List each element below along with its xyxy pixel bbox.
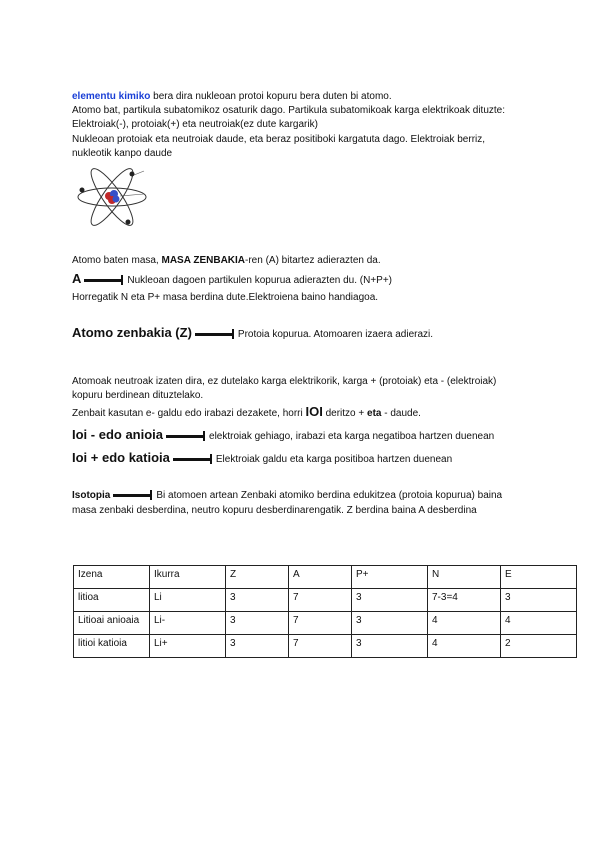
- isotopy-label: Isotopia: [72, 490, 111, 501]
- mass-symbol: A: [72, 271, 82, 286]
- arrow-icon: [166, 431, 206, 441]
- intro-line-1: elementu kimiko bera dira nukleoan protoi kopuru bera duten bi atomo.: [72, 91, 392, 102]
- table-cell: 3: [352, 612, 428, 635]
- atomic-number-definition: Atomo zenbakia (Z) Protoia kopurua. Atomoaren izaera adierazi.: [72, 325, 434, 340]
- ions-line-3: Zenbait kasutan e- galdu edo irabazi dezakete, horri IOI deritzo + eta - daude.: [72, 404, 421, 419]
- table-cell: 7: [289, 635, 352, 658]
- table-cell: 3: [226, 635, 289, 658]
- table-cell: 4: [428, 635, 501, 658]
- table-header-row: [74, 566, 577, 589]
- table-cell: litioi katioia: [74, 635, 150, 658]
- atom-illustration: [74, 166, 156, 228]
- table-cell: 3: [501, 589, 577, 612]
- table-cell: 4: [501, 612, 577, 635]
- table-cell: 7: [289, 589, 352, 612]
- table-cell: 3: [352, 635, 428, 658]
- cation-definition: Ioi + edo katioia Elektroiak galdu eta karga positiboa hartzen duenean: [72, 450, 453, 465]
- isotopy-line-2: masa zenbaki desberdina, neutro kopuru desberdinarengatik. Z berdina baina A desberdina: [72, 505, 477, 516]
- arrow-icon: [195, 329, 235, 339]
- cation-label: Ioi + edo katioia: [72, 450, 170, 465]
- table-cell: 2: [501, 635, 577, 658]
- table-header: Izena: [74, 566, 150, 589]
- isotope-table: [73, 565, 577, 658]
- table-cell: Litioai anioaia: [74, 612, 150, 635]
- table-cell: 3: [226, 612, 289, 635]
- table-row: [74, 589, 577, 612]
- mass-definition: A Nukleoan dagoen partikulen kopurua adierazten du. (N+P+): [72, 271, 393, 286]
- table-row: [74, 635, 577, 658]
- anion-label: Ioi - edo anioia: [72, 427, 164, 442]
- table-row: [74, 612, 577, 635]
- table-cell: Li-: [150, 612, 226, 635]
- mass-line-3: Horregatik N eta P+ masa berdina dute.Elektroiena baino handiagoa.: [72, 292, 379, 303]
- element-term: elementu kimiko: [72, 91, 151, 102]
- table-cell: Li+: [150, 635, 226, 658]
- table-cell: 7: [289, 612, 352, 635]
- table-cell: 3: [226, 589, 289, 612]
- table-cell: 4: [428, 612, 501, 635]
- ions-line-1: Atomoak neutroak izaten dira, ez dutelako karga elektrikorik, karga + (protoiak) eta - (elektroiak): [72, 376, 497, 387]
- arrow-icon: [173, 454, 213, 464]
- intro-line-4: Nukleoan protoiak eta neutroiak daude, eta beraz positiboki kargatuta dago. Elektroiak berriz,: [72, 134, 486, 145]
- intro-line-5: nukleotik kanpo daude: [72, 148, 173, 159]
- table-cell: 7-3=4: [428, 589, 501, 612]
- intro-line-3: Elektroiak(-), protoiak(+) eta neutroiak(ez dute kargarik): [72, 119, 318, 130]
- table-cell: Li: [150, 589, 226, 612]
- table-cell: litioa: [74, 589, 150, 612]
- ions-line-2: kopuru berdinean dituztelako.: [72, 390, 204, 401]
- table-header: Ikurra: [150, 566, 226, 589]
- anion-definition: Ioi - edo anioia elektroiak gehiago, irabazi eta karga negatiboa hartzen duenean: [72, 427, 495, 442]
- table-cell: 3: [352, 589, 428, 612]
- table-header: P+: [352, 566, 428, 589]
- table-header: E: [501, 566, 577, 589]
- table-header: A: [289, 566, 352, 589]
- arrow-icon: [84, 275, 124, 285]
- intro-line-2: Atomo bat, partikula subatomikoz osaturik dago. Partikula subatomikoak karga elektrikoak dituzte:: [72, 105, 505, 116]
- atomic-number-label: Atomo zenbakia (Z): [72, 325, 192, 340]
- mass-line-1: Atomo baten masa, MASA ZENBAKIA-ren (A) bitartez adierazten da.: [72, 255, 381, 266]
- arrow-icon: [113, 490, 153, 500]
- table-header: N: [428, 566, 501, 589]
- isotopy-definition: Isotopia Bi atomoen artean Zenbaki atomiko berdina edukitzea (protoia kopurua) baina: [72, 490, 503, 501]
- table-header: Z: [226, 566, 289, 589]
